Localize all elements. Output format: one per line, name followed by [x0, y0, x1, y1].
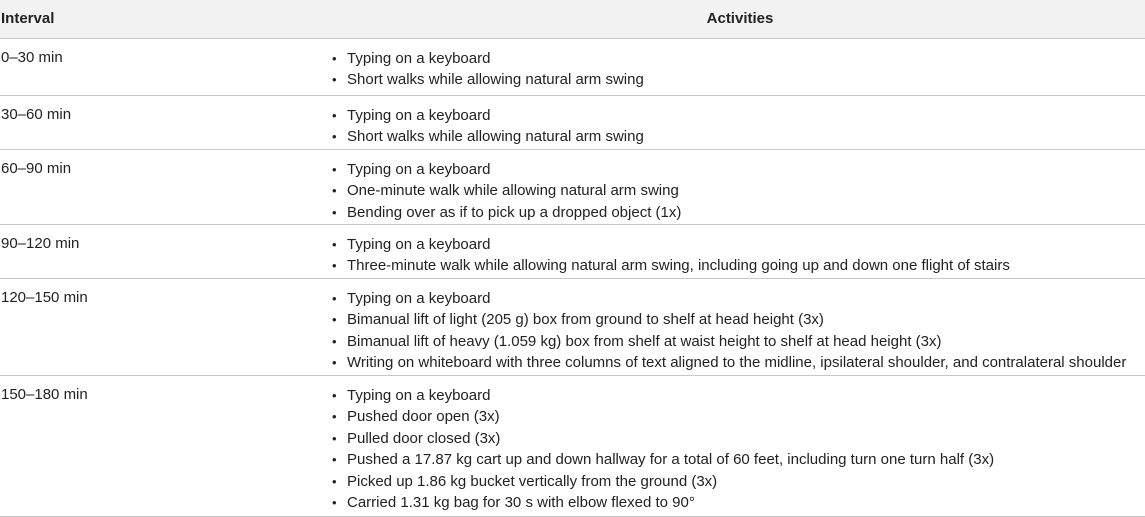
header-interval: Interval: [1, 10, 55, 27]
activity-item: [332, 385, 994, 406]
table-row: [0, 150, 1145, 225]
activity-item: [332, 492, 994, 513]
interval-cell: 150–180 min: [1, 386, 88, 403]
activity-item: [332, 105, 644, 126]
interval-cell: 120–150 min: [1, 289, 88, 306]
activities-list: [332, 385, 994, 513]
activity-text: Pulled door closed (3x): [347, 429, 501, 447]
bullet-icon: •: [332, 430, 337, 446]
bullet-icon: •: [332, 237, 337, 252]
bullet-icon: •: [332, 258, 337, 274]
activity-item: [332, 234, 1010, 255]
activity-item: [332, 471, 994, 492]
activity-text: Typing on a keyboard: [347, 290, 491, 307]
activity-text: Typing on a keyboard: [347, 387, 491, 404]
activity-item: [332, 126, 644, 147]
activity-text: Writing on whiteboard with three columns of text aligned to the midline, ipsilateral shoulder, and contralateral shoulder: [347, 354, 1127, 372]
table-row: [0, 225, 1145, 279]
bullet-icon: •: [332, 72, 337, 88]
activity-text: Typing on a keyboard: [347, 236, 491, 253]
activity-item: [332, 180, 681, 201]
bullet-icon: •: [332, 388, 337, 403]
activity-item: [332, 331, 1126, 352]
bullet-icon: •: [332, 204, 337, 220]
activity-item: [332, 309, 1126, 330]
activity-item: [332, 69, 644, 90]
bullet-icon: •: [332, 494, 337, 510]
interval-cell: 30–60 min: [1, 106, 72, 123]
activity-text: Short walks while allowing natural arm swing: [347, 128, 644, 146]
bullet-icon: •: [332, 333, 337, 349]
bullet-icon: •: [332, 312, 337, 328]
activity-item: [332, 406, 994, 427]
activity-text: Bimanual lift of light (205 g) box from ground to shelf at head height (3x): [347, 311, 824, 329]
activity-item: [332, 255, 1010, 276]
bullet-icon: •: [332, 162, 337, 177]
activity-text: Three-minute walk while allowing natural arm swing, including going up and down one flight of stairs: [347, 257, 1010, 275]
activities-list: [332, 159, 681, 223]
bullet-icon: •: [332, 291, 337, 306]
table-row: [0, 96, 1145, 150]
table-row: [0, 376, 1145, 517]
interval-cell: 0–30 min: [1, 49, 63, 66]
activities-list: [332, 105, 644, 148]
activity-text: Pushed door open (3x): [347, 408, 500, 426]
activity-item: [332, 449, 994, 470]
header-activities: Activities: [706, 10, 774, 27]
bullet-icon: •: [332, 108, 337, 123]
bullet-icon: •: [332, 409, 337, 425]
activity-text: Typing on a keyboard: [347, 107, 491, 124]
activity-text: Short walks while allowing natural arm swing: [347, 71, 644, 89]
interval-cell: 60–90 min: [1, 160, 72, 177]
activity-text: Bimanual lift of heavy (1.059 kg) box from shelf at waist height to shelf at head height (3x): [347, 332, 942, 350]
interval-cell: 90–120 min: [1, 235, 80, 252]
activity-text: Typing on a keyboard: [347, 50, 491, 67]
table-row: [0, 39, 1145, 96]
activity-item: [332, 288, 1126, 309]
activities-list: [332, 48, 644, 91]
activity-text: Bending over as if to pick up a dropped object (1x): [347, 203, 682, 221]
table-row: [0, 279, 1145, 376]
bullet-icon: •: [332, 452, 337, 468]
activity-item: [332, 48, 644, 69]
bullet-icon: •: [332, 183, 337, 199]
bullet-icon: •: [332, 355, 337, 371]
bullet-icon: •: [332, 129, 337, 145]
activities-list: [332, 234, 1010, 277]
activity-item: [332, 352, 1126, 373]
activity-text: Picked up 1.86 kg bucket vertically from the ground (3x): [347, 472, 718, 490]
activity-item: [332, 428, 994, 449]
activity-text: Carried 1.31 kg bag for 30 s with elbow flexed to 90°: [347, 493, 695, 511]
activity-item: [332, 202, 681, 223]
table-header: [0, 0, 1145, 39]
activity-text: Typing on a keyboard: [347, 161, 491, 178]
bullet-icon: •: [332, 473, 337, 489]
activity-item: [332, 159, 681, 180]
activity-text: Pushed a 17.87 kg cart up and down hallway for a total of 60 feet, including turn one turn half (3x): [347, 451, 995, 469]
activities-list: [332, 288, 1126, 374]
activity-text: One-minute walk while allowing natural arm swing: [347, 182, 679, 200]
bullet-icon: •: [332, 51, 337, 66]
